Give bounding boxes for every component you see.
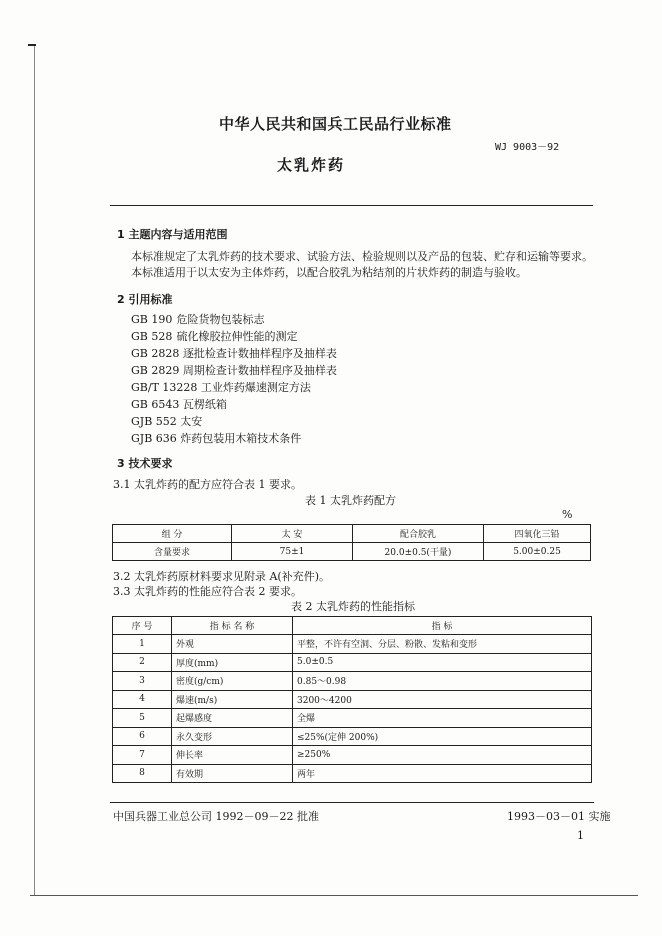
scan-bottom-line [30, 895, 638, 896]
clause-3-3: 3.3 太乳炸药的性能应符合表 2 要求。 [113, 585, 302, 598]
table-cell: 5.00±0.25 [484, 543, 591, 561]
table-cell: 两年 [293, 764, 592, 783]
table-cell: 2 [113, 653, 172, 672]
scan-edge-tick [28, 44, 36, 46]
table-cell: 1 [113, 635, 172, 654]
table-cell: 密度(g/cm) [172, 672, 293, 691]
table-cell: 含量要求 [113, 543, 232, 561]
standard-code: WJ 9003－92 [495, 142, 560, 153]
reference-title: 逐批检查计数抽样程序及抽样表 [182, 347, 337, 360]
reference-item [131, 432, 301, 446]
table-header-cell: 配合胶乳 [353, 525, 484, 543]
table-1 [112, 524, 591, 561]
section-2-heading: 2 引用标准 [117, 293, 173, 306]
table-header-cell: 序 号 [113, 617, 172, 635]
reference-code: GB 6543 [131, 398, 180, 411]
table-cell: 平整，不许有空洞、分层、粉散、发粘和变形 [293, 635, 592, 654]
table-cell: 3 [113, 672, 172, 691]
table-row [113, 746, 592, 765]
reference-title: 硫化橡胶拉伸性能的测定 [176, 330, 298, 343]
table-cell: 外观 [172, 635, 293, 654]
table-header-row [113, 617, 592, 635]
table-2 [112, 616, 592, 783]
reference-title: 太安 [180, 415, 203, 428]
effective-date: 1993－03－01 实施 [507, 810, 611, 823]
table-row [113, 635, 592, 654]
reference-item [131, 398, 227, 412]
table-2-caption: 表 2 太乳炸药的性能指标 [291, 600, 415, 613]
reference-item [131, 313, 265, 327]
footer-divider [110, 802, 594, 803]
section-1-paragraph-2: 本标准适用于以太安为主体炸药，以配合胶乳为粘结剂的片状炸药的制造与验收。 [131, 266, 527, 279]
reference-item [131, 347, 337, 361]
table-cell: ≤25%(定伸 200%) [293, 727, 592, 746]
reference-item [131, 330, 298, 344]
table-cell: 3200～4200 [293, 690, 592, 709]
table-cell: 8 [113, 764, 172, 783]
table-cell: 75±1 [232, 543, 353, 561]
table-cell: 20.0±0.5(干量) [353, 543, 484, 561]
table-header-cell: 太 安 [232, 525, 353, 543]
reference-code: GB 2829 [131, 364, 180, 377]
reference-code: GB 528 [131, 330, 173, 343]
section-1-heading: 1 主题内容与适用范围 [117, 228, 228, 241]
table-header-cell: 指 标 [293, 617, 592, 635]
table-cell: ≥250% [293, 746, 592, 765]
table-row [113, 727, 592, 746]
table-header-cell: 指 标 名 称 [172, 617, 293, 635]
clause-3-2: 3.2 太乳炸药原材料要求见附录 A(补充件)。 [113, 570, 331, 583]
table-cell: 0.85～0.98 [293, 672, 592, 691]
reference-title: 危险货物包装标志 [176, 313, 265, 326]
reference-code: GB/T 13228 [131, 381, 198, 394]
table-cell: 伸长率 [172, 746, 293, 765]
scan-edge-mark [34, 45, 35, 895]
table-header-cell: 组 分 [113, 525, 232, 543]
table-cell: 全爆 [293, 709, 592, 728]
table-cell: 5 [113, 709, 172, 728]
table-1-unit: % [562, 508, 573, 521]
table-row [113, 653, 592, 672]
table-row [113, 672, 592, 691]
org-title: 中华人民共和国兵工民品行业标准 [219, 115, 452, 133]
reference-title: 瓦楞纸箱 [182, 398, 227, 411]
section-1-paragraph-1: 本标准规定了太乳炸药的技术要求、试验方法、检验规则以及产品的包装、贮存和运输等要求。 [131, 250, 593, 263]
reference-code: GB 190 [131, 313, 173, 326]
table-cell: 有效期 [172, 764, 293, 783]
document-title: 太乳炸药 [277, 156, 346, 174]
table-header-row [113, 525, 591, 543]
table-1-caption: 表 1 太乳炸药配方 [305, 494, 396, 507]
table-cell: 起爆感度 [172, 709, 293, 728]
table-header-cell: 四氧化三铅 [484, 525, 591, 543]
reference-title: 周期检查计数抽样程序及抽样表 [182, 364, 337, 377]
reference-item [131, 415, 202, 429]
approval-line: 中国兵器工业总公司 1992－09－22 批准 [113, 810, 319, 823]
table-cell: 厚度(mm) [172, 653, 293, 672]
reference-code: GJB 552 [131, 415, 177, 428]
table-cell: 爆速(m/s) [172, 690, 293, 709]
reference-item [131, 381, 311, 395]
table-cell: 6 [113, 727, 172, 746]
section-3-heading: 3 技术要求 [117, 457, 173, 470]
reference-item [131, 364, 337, 378]
reference-code: GB 2828 [131, 347, 180, 360]
reference-title: 炸药包装用木箱技术条件 [180, 432, 302, 445]
header-divider [110, 205, 593, 206]
reference-code: GJB 636 [131, 432, 177, 445]
table-cell: 7 [113, 746, 172, 765]
table-cell: 4 [113, 690, 172, 709]
reference-title: 工业炸药爆速测定方法 [200, 381, 311, 394]
table-row [113, 690, 592, 709]
clause-3-1: 3.1 太乳炸药的配方应符合表 1 要求。 [113, 478, 302, 491]
table-row [113, 543, 591, 561]
table-row [113, 709, 592, 728]
table-row [113, 764, 592, 783]
page-number: 1 [577, 829, 584, 842]
table-cell: 5.0±0.5 [293, 653, 592, 672]
table-cell: 永久变形 [172, 727, 293, 746]
